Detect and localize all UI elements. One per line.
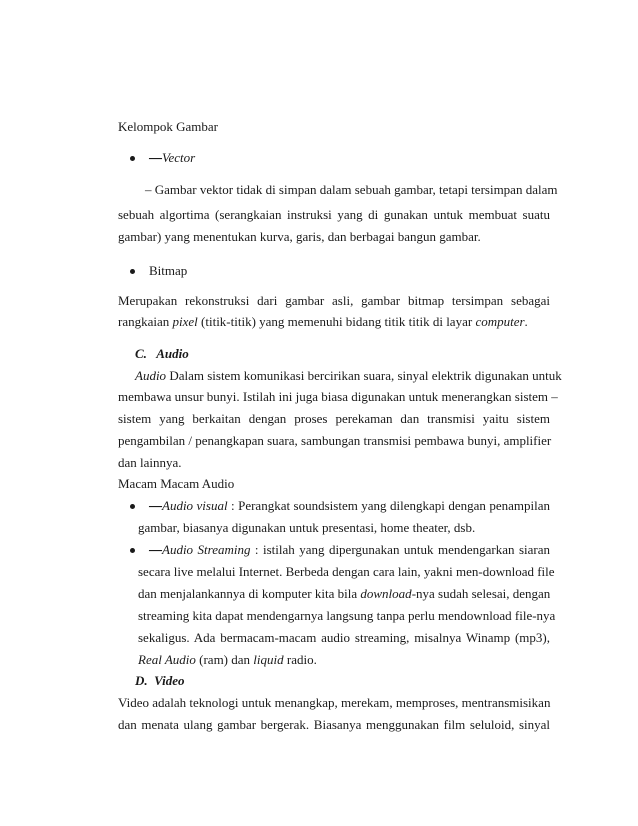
text-span: : Perangkat soundsistem yang dilengkapi dengan penampilan [227,498,550,513]
text-span: Dalam sistem komunikasi bercirikan suara, sinyal elektrik digunakan untuk [166,368,562,383]
streaming-line-4: streaming kita dapat mendengarnya langsung tanpa perlu mendownload file-nya [138,608,556,623]
vector-dash: — [149,150,162,165]
audio-line-4: pengambilan / penangkapan suara, sambungan transmisi pembawa bunyi, amplifier [118,433,552,448]
stream-dash: — [149,542,162,557]
bullet-audio-streaming [130,542,550,558]
vector-desc-line-1: – Gambar vektor tidak di simpan dalam sebuah gambar, tetapi tersimpan dalam [145,182,558,197]
audio-line-2: membawa unsur bunyi. Istilah ini juga biasa digunakan untuk menerangkan sistem – [118,389,558,404]
audio-line-3: sistem yang berkaitan dengan proses perekaman dan transmisi yaitu sistem [118,411,550,426]
audio-streaming-label: Audio Streaming [162,542,251,557]
text-span: (ram) dan [195,652,254,667]
visual-dash: — [149,498,162,513]
vector-desc-line-3: gambar) yang menentukan kurva, garis, dan berbagai bangun gambar. [118,229,481,244]
bullet-bitmap [130,263,550,279]
pixel-term: pixel [172,314,198,329]
video-line-1: Video adalah teknologi untuk menangkap, merekam, memproses, mentransmisikan [118,695,551,710]
bullet-icon [130,548,135,553]
streaming-line-6 [138,652,550,668]
bullet-icon [130,269,135,274]
video-line-2: dan menata ulang gambar bergerak. Biasanya menggunakan film seluloid, sinyal [118,717,550,732]
text-span: rangkaian [118,314,173,329]
vector-label: Vector [162,150,196,165]
video-heading: D. Video [135,673,185,688]
streaming-line-3 [138,586,550,602]
streaming-line-2: secara live melalui Internet. Berbeda dengan cara lain, yakni men-download file [138,564,555,579]
bullet-vector [130,150,550,166]
computer-term: computer [475,314,525,329]
bullet-audio-visual [130,498,550,514]
liquid-term: liquid [253,652,284,667]
bullet-icon [130,156,135,161]
streaming-line-5: sekaligus. Ada bermacam-macam audio streaming, misalnya Winamp (mp3), [138,630,550,645]
text-span: . [524,314,528,329]
text-span: (titik-titik) yang memenuhi bidang titik titik di layar [197,314,476,329]
bitmap-line-1: Merupakan rekonstruksi dari gambar asli, gambar bitmap tersimpan sebagai [118,293,550,308]
bitmap-label: Bitmap [149,263,188,278]
section-title: Kelompok Gambar [118,119,219,134]
download-term: download [360,586,412,601]
macam-audio-title: Macam Macam Audio [118,476,235,491]
audio-visual-label: Audio visual [162,498,228,513]
real-audio-term: Real Audio [138,652,196,667]
text-span: radio. [283,652,317,667]
audio-heading: C. Audio [135,346,189,361]
text-span: dan menjalankannya di komputer kita bila [138,586,361,601]
text-span: -nya sudah selesai, dengan [411,586,551,601]
audio-visual-line-2: gambar, biasanya digunakan untuk presentasi, home theater, dsb. [138,520,476,535]
audio-line-1 [135,368,562,384]
bitmap-line-2 [118,314,550,330]
vector-desc-line-2: sebuah algortima (serangkaian instruksi yang di gunakan untuk membuat suatu [118,207,550,222]
audio-line-5: dan lainnya. [118,455,182,470]
bullet-icon [130,504,135,509]
text-span: : istilah yang dipergunakan untuk mendengarkan siaran [250,542,550,557]
audio-term: Audio [135,368,167,383]
